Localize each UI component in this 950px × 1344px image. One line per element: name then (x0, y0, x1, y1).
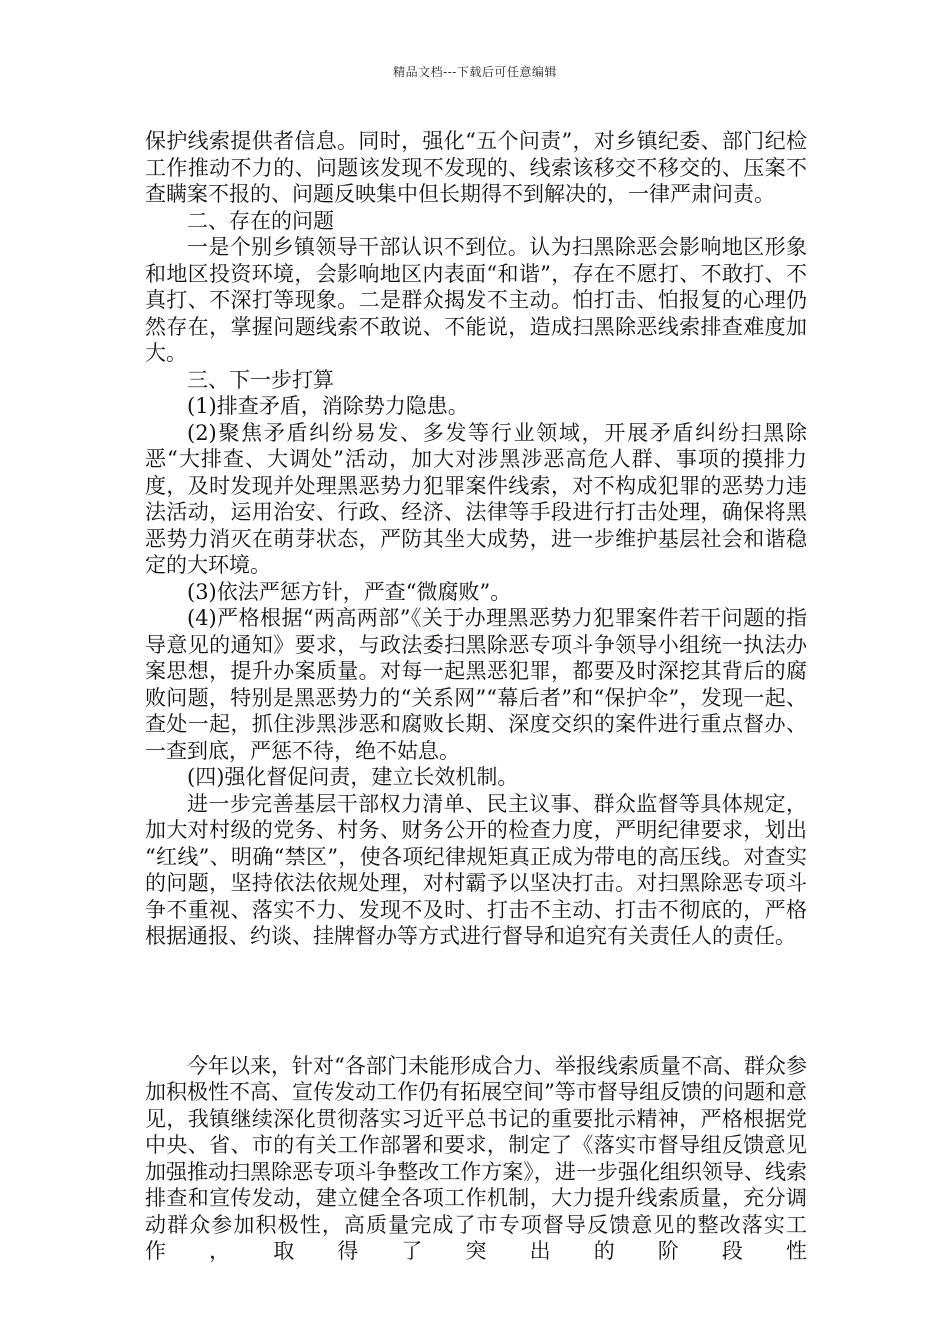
paragraph: 今年以来，针对“各部门未能形成合力、举报线索质量不高、群众参加积极性不高、宣传发动工作仍有拓展空间”等市督导组反馈的问题和意见，我镇继续深化贯彻落实习近平总书记的重要批示精神，严格根据党中央、省、市的有关工作部署和要求，制定了《落实市督导组反馈意见加强推动扫黑除恶专项斗争整改工作方案》，进一步强化组织领导、线索排查和宣传发动，建立健全各项工作机制，大力提升线索质量，充分调动群众参加积极性，高质量完成了市专项督导反馈意见的整改落实工作，取得了突出的阶段性 (145, 1053, 807, 1263)
list-item: (3)依法严惩方针，严查“微腐败”。 (187, 579, 512, 604)
page-header: 精品文档---下载后可任意编辑 (393, 65, 557, 79)
paragraph: 一是个别乡镇领导干部认识不到位。认为扫黑除恶会影响地区形象和地区投资环境，会影响地区内表面“和谐”，存在不愿打、不敢打、不真打、不深打等现象。二是群众揭发不主动。怕打击、怕报复的心理仍然存在，掌握问题线索不敢说、不能说，造成扫黑除恶线索排查难度加大。 (145, 235, 807, 365)
paragraph: 进一步完善基层干部权力清单、民主议事、群众监督等具体规定，加大对村级的党务、村务、财务公开的检查力度，严明纪律要求，划出 “红线”、明确“禁区”，使各项纪律规矩真正成为带电的高压线。对查实的问题，坚持依法依规处理，对村霸予以坚决打击。对扫黑除恶专项斗争不重视、落实不力、发现不及时、打击不主动、打击不彻底的，严格根据通报、约谈、挂牌督办等方式进行督导和追究有关责任人的责任。 (145, 791, 807, 948)
list-item: (2)聚焦矛盾纠纷易发、多发等行业领域，开展矛盾纠纷扫黑除恶“大排查、大调处”活动，加大对涉黑涉恶高危人群、事项的摸排力度，及时发现并处理黑恶势力犯罪案件线索，对不构成犯罪的恶势力违法活动，运用治安、行政、经济、法律等手段进行打击处理，确保将黑恶势力消灭在萌芽状态，严防其坐大成势，进一步维护基层社会和谐稳定的大环境。 (145, 420, 807, 577)
list-item: (4)严格根据“两高两部”《关于办理黑恶势力犯罪案件若干问题的指导意见的通知》要求，与政法委扫黑除恶专项斗争领导小组统一执法办案思想，提升办案质量。对每一起黑恶犯罪，都要及时深挖其背后的腐败问题，特别是黑恶势力的“关系网”“幕后者”和“保护伞”，发现一起、查处一起，抓住涉黑涉恶和腐败长期、深度交织的案件进行重点督办、一查到底，严惩不待，绝不姑息。 (145, 606, 807, 763)
section-heading: (四)强化督促问责，建立长效机制。 (187, 765, 519, 789)
list-item: (1)排查矛盾，消除势力隐患。 (187, 394, 469, 418)
document-body (145, 128, 807, 1265)
section-heading: 三、下一步打算 (187, 367, 334, 392)
section-gap (145, 950, 807, 1053)
paragraph: 保护线索提供者信息。同时，强化“五个问责”，对乡镇纪委、部门纪检工作推动不力的、问题该发现不发现的、线索该移交不移交的、压案不查瞒案不报的、问题反映集中但长期得不到解决的，一律严肃问责。 (145, 129, 807, 206)
section-heading: 二、存在的问题 (187, 208, 334, 233)
